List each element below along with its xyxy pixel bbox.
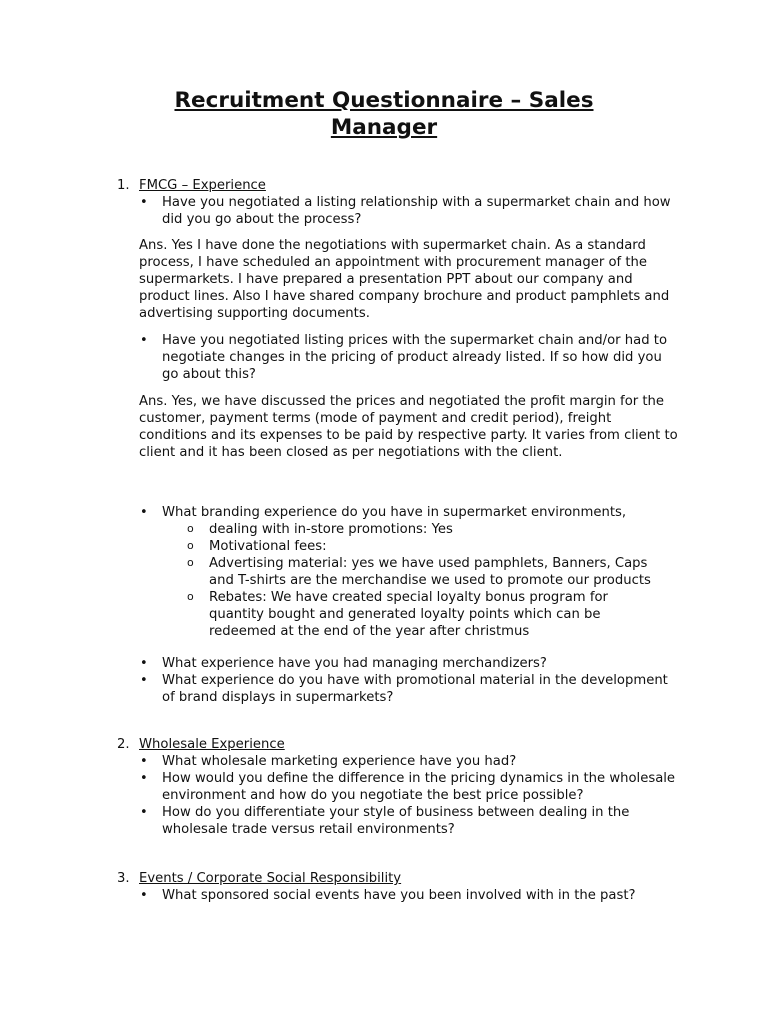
bullet-list <box>162 753 682 838</box>
question-item: • What experience have you had managing merchandizers? <box>162 655 682 672</box>
question-item: • What branding experience do you have in supermarket environments, <box>162 504 682 521</box>
question-item: • How do you differentiate your style of business between dealing in the wholesale trade versus retail environments? <box>162 804 682 838</box>
question-item: • What sponsored social events have you been involved with in the past? <box>162 887 682 904</box>
bullet-list <box>162 332 682 383</box>
question-item: • What experience do you have with promotional material in the development of brand displays in supermarkets? <box>162 672 682 706</box>
section-heading-text: Wholesale Experience <box>139 737 285 752</box>
section-heading-text: Events / Corporate Social Responsibility <box>139 871 402 886</box>
sub-list-item: o dealing with in-store promotions: Yes <box>209 521 664 538</box>
bullet-list <box>162 194 682 228</box>
sub-bullet-list <box>209 521 664 640</box>
section-number: 1. <box>117 178 130 193</box>
question-item: • How would you define the difference in the pricing dynamics in the wholesale environment and how do you negotiate the best price possible? <box>162 770 682 804</box>
section-heading-events <box>117 870 401 887</box>
sub-list-item: o Motivational fees: <box>209 538 664 555</box>
bullet-list <box>162 887 682 904</box>
question-item: • Have you negotiated a listing relationship with a supermarket chain and how did you go about the process? <box>162 194 682 228</box>
question-item: • What wholesale marketing experience have you had? <box>162 753 682 770</box>
section-number: 2. <box>117 737 130 752</box>
question-item: • Have you negotiated listing prices with the supermarket chain and/or had to negotiate changes in the pricing of product already listed. If so how did you go about this? <box>162 332 682 383</box>
document-title <box>0 87 768 141</box>
sub-list-item: o Rebates: We have created special loyalty bonus program for quantity bought and generated loyalty points which can be redeemed at the end of the year after christmus <box>209 589 664 640</box>
section-heading-fmcg <box>117 177 266 194</box>
section-number: 3. <box>117 871 130 886</box>
bullet-list <box>162 655 682 706</box>
title-line-2: Manager <box>330 115 438 140</box>
answer-paragraph: Ans. Yes, we have discussed the prices and negotiated the profit margin for the customer, payment terms (mode of payment and credit period), freight conditions and its expenses to be paid by respective party. It varies from client to client and it has been closed as per negotiations with the client. <box>139 394 678 460</box>
section-heading-text: FMCG – Experience <box>139 178 266 193</box>
title-line-1: Recruitment Questionnaire – Sales <box>174 88 594 113</box>
section-heading-wholesale <box>117 736 285 753</box>
answer-paragraph: Ans. Yes I have done the negotiations with supermarket chain. As a standard process, I have scheduled an appointment with procurement manager of the supermarkets. I have prepared a presentation PPT about our company and product lines. Also I have shared company brochure and product pamphlets and advertising supporting documents. <box>139 238 670 321</box>
sub-list-item: o Advertising material: yes we have used pamphlets, Banners, Caps and T-shirts are the merchandise we used to promote our products <box>209 555 664 589</box>
bullet-list <box>162 504 682 521</box>
